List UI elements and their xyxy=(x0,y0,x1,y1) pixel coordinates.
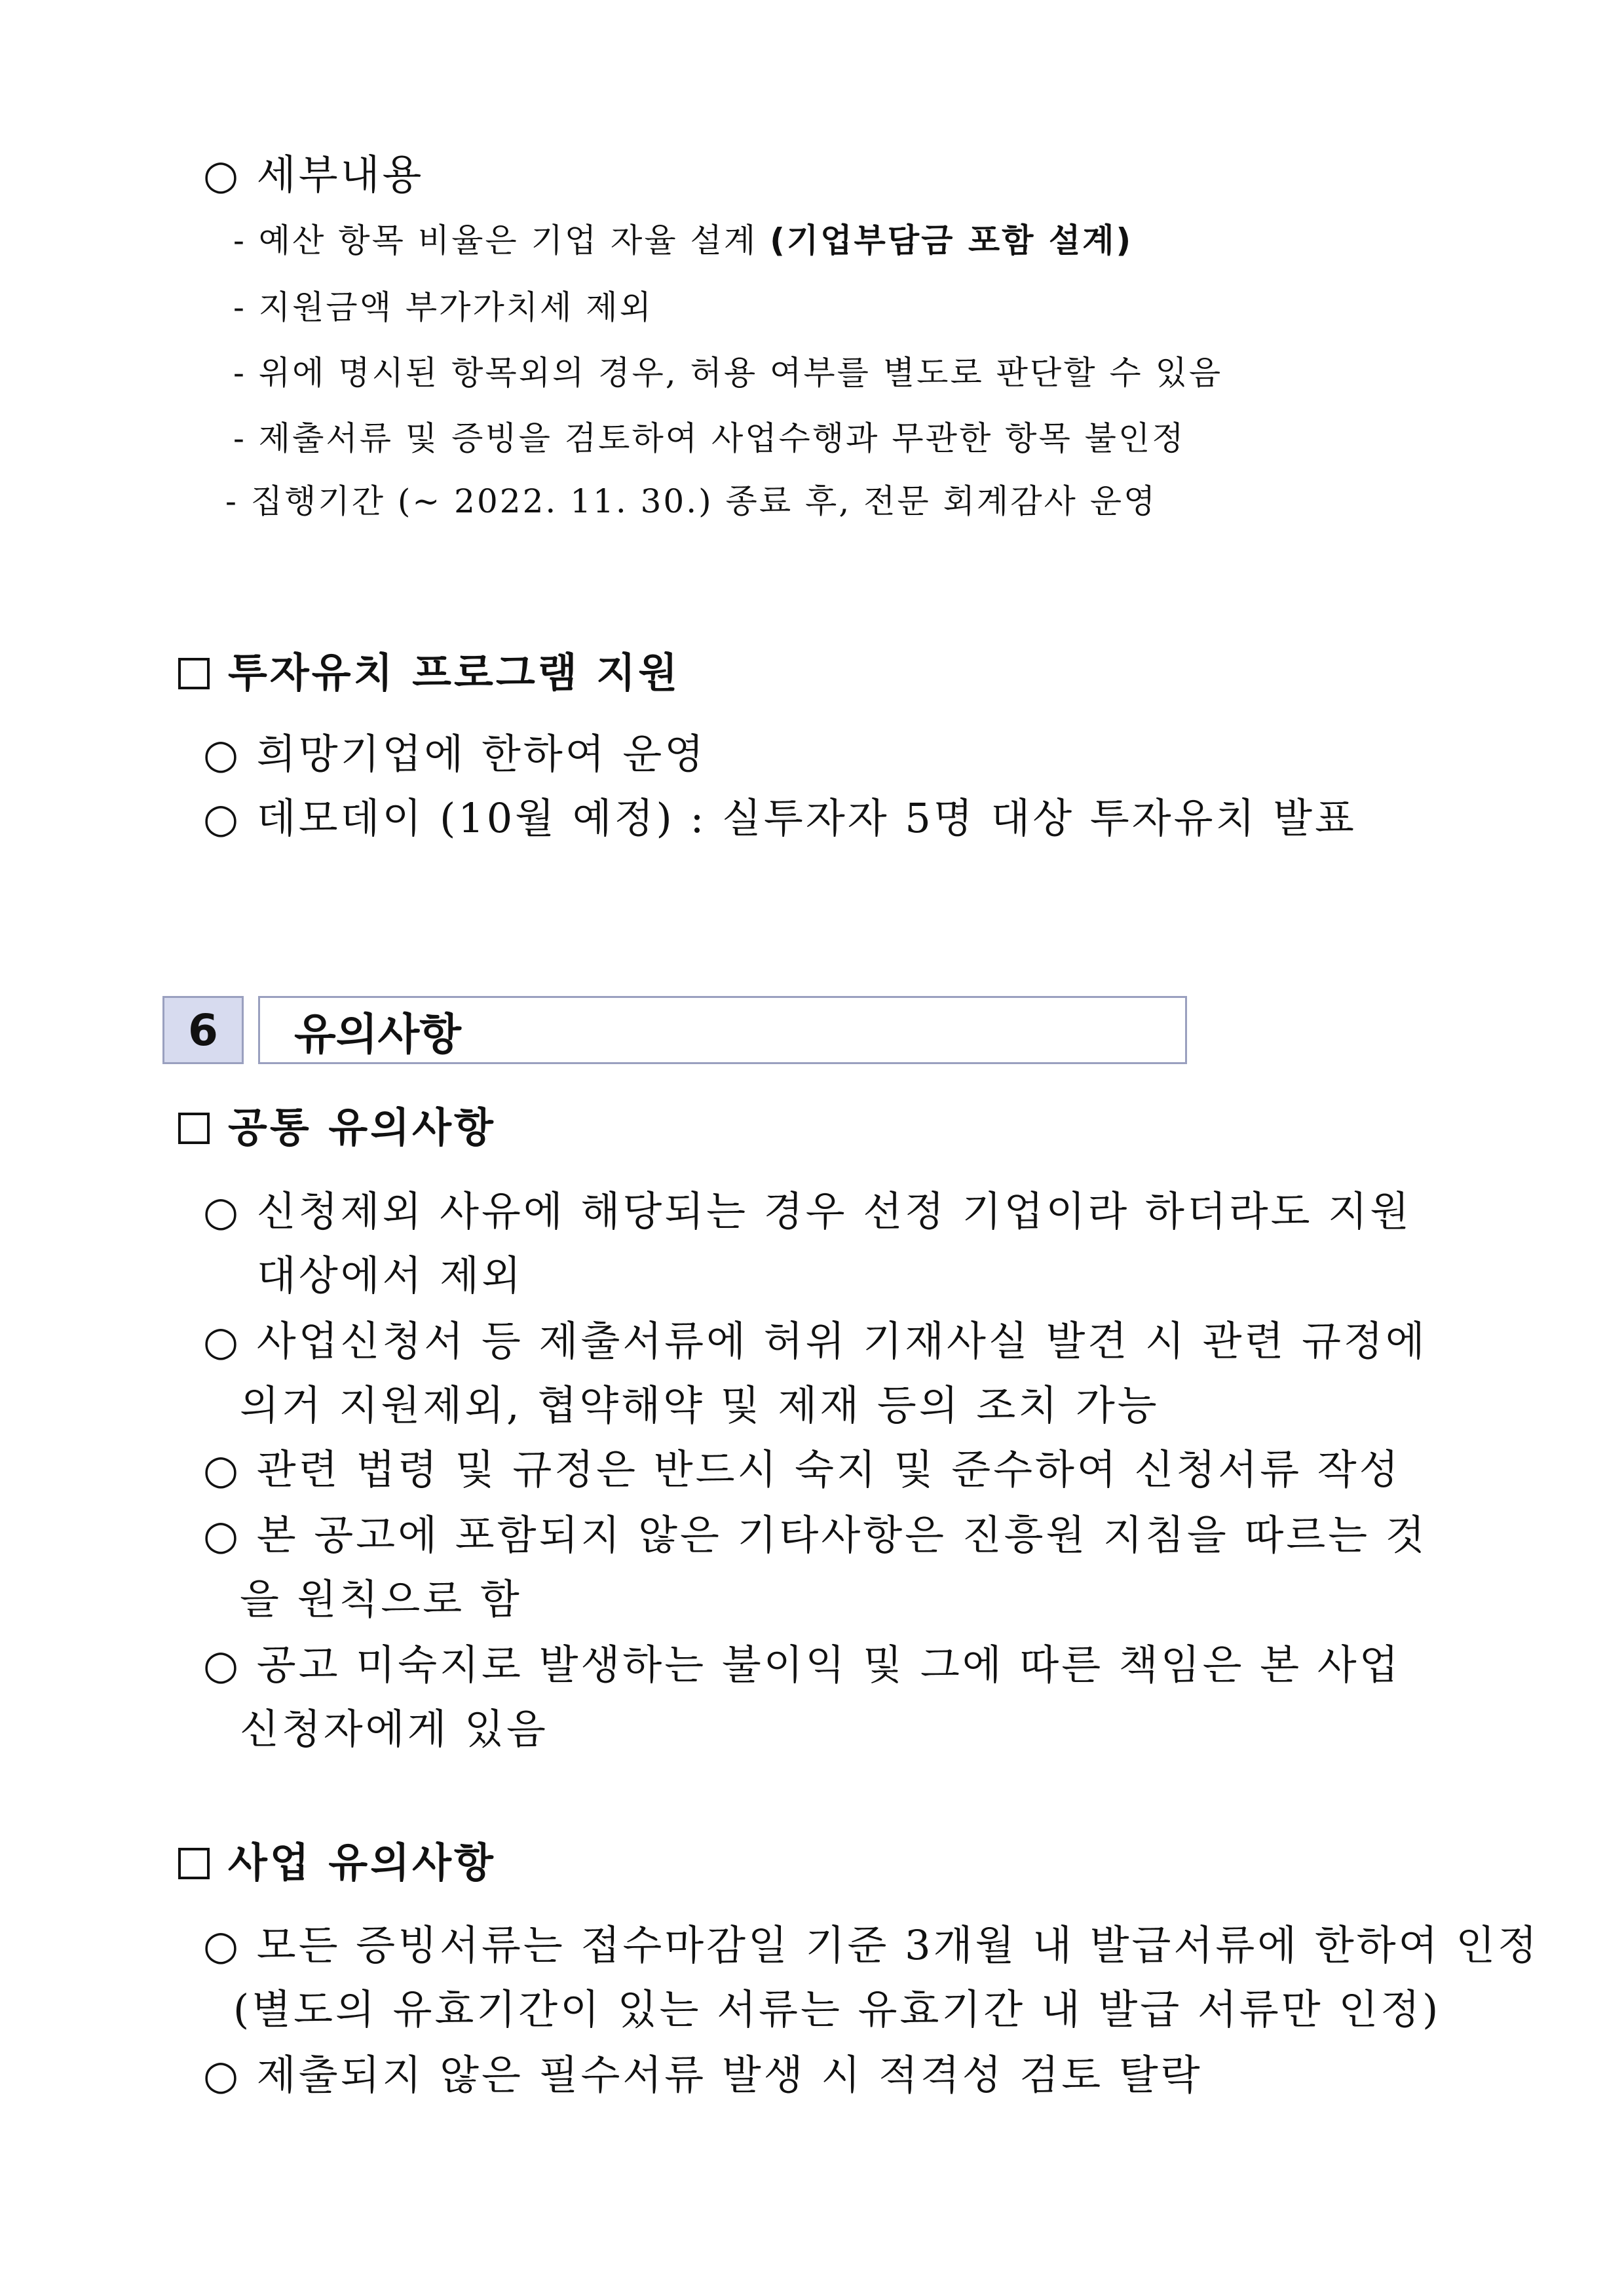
investment-item-2: ○ 데모데이 (10월 예정) : 실투자자 5명 대상 투자유치 발표 xyxy=(203,794,1357,842)
detail-item-5: - 집행기간 (~ 2022. 11. 30.) 종료 후, 전문 회계감사 운영 xyxy=(225,482,1158,520)
section-number-box: 6 xyxy=(162,996,244,1064)
common-heading: 공통 유의사항 xyxy=(228,1103,496,1151)
investment-heading: 투자유치 프로그램 지원 xyxy=(228,649,681,697)
business-line-3: ○ 제출되지 않은 필수서류 발생 시 적격성 검토 탈락 xyxy=(203,2051,1203,2099)
detail-item-1 xyxy=(233,221,1133,259)
investment-heading-row xyxy=(178,649,681,697)
common-line-9: 신청자에게 있음 xyxy=(240,1705,548,1753)
business-line-1: ○ 모든 증빙서류는 접수마감일 기준 3개월 내 발급서류에 한하여 인정 xyxy=(203,1921,1540,1969)
business-heading-row xyxy=(178,1839,496,1886)
detail-item-3: - 위에 명시된 항목외의 경우, 허용 여부를 별도로 판단할 수 있음 xyxy=(233,354,1223,392)
detail-item-4: - 제출서류 및 증빙을 검토하여 사업수행과 무관한 항목 불인정 xyxy=(233,419,1186,457)
common-line-1: ○ 신청제외 사유에 해당되는 경우 선정 기업이라 하더라도 지원 xyxy=(203,1187,1412,1235)
common-line-4: 의거 지원제외, 협약해약 및 제재 등의 조치 가능 xyxy=(240,1381,1160,1429)
square-bullet-icon xyxy=(178,1113,210,1144)
investment-item-1: ○ 희망기업에 한하여 운영 xyxy=(203,730,707,778)
business-line-2: (별도의 유효기간이 있는 서류는 유효기간 내 발급 서류만 인정) xyxy=(233,1985,1441,2033)
section-title-box: 유의사항 xyxy=(258,996,1187,1064)
common-line-3: ○ 사업신청서 등 제출서류에 허위 기재사실 발견 시 관련 규정에 xyxy=(203,1317,1427,1365)
square-bullet-icon xyxy=(178,1848,210,1879)
common-heading-row xyxy=(178,1103,496,1151)
common-line-8: ○ 공고 미숙지로 발생하는 불이익 및 그에 따른 책임은 본 사업 xyxy=(203,1641,1401,1689)
detail-item-2: - 지원금액 부가가치세 제외 xyxy=(233,288,653,326)
common-line-6: ○ 본 공고에 포함되지 않은 기타사항은 진흥원 지침을 따르는 것 xyxy=(203,1511,1427,1559)
common-line-5: ○ 관련 법령 및 규정은 반드시 숙지 및 준수하여 신청서류 작성 xyxy=(203,1445,1401,1493)
square-bullet-icon xyxy=(178,658,210,689)
detail-item-1-text: - 예산 항목 비율은 기업 자율 설계 xyxy=(233,221,770,259)
common-line-2: 대상에서 제외 xyxy=(257,1252,524,1299)
common-line-7: 을 원칙으로 함 xyxy=(240,1575,522,1623)
detail-heading: ○ 세부내용 xyxy=(203,151,425,199)
detail-item-1-bold: (기업부담금 포함 설계) xyxy=(770,221,1133,259)
business-heading: 사업 유의사항 xyxy=(228,1839,496,1886)
